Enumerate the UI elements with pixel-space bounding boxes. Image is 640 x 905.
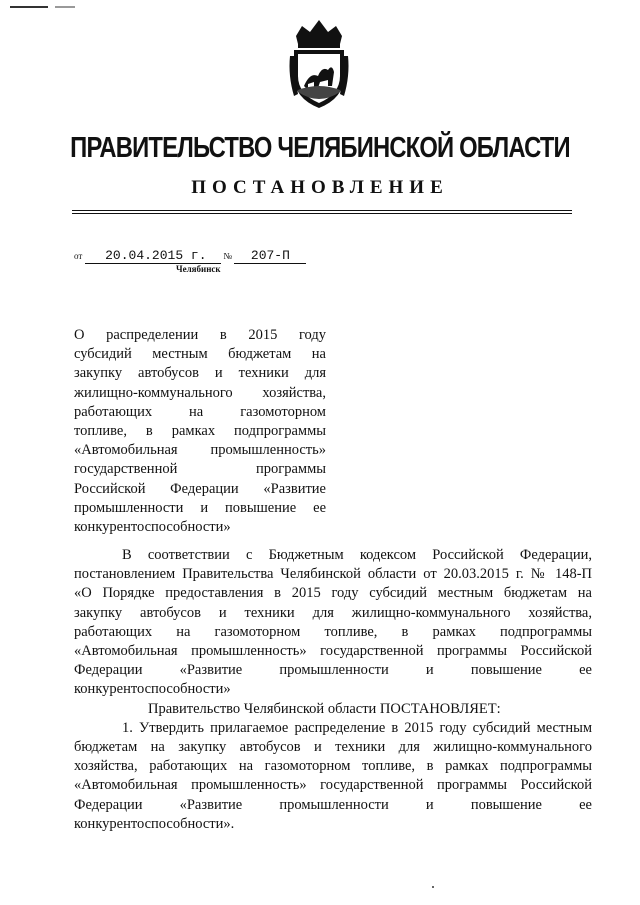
body-line: конкурентоспособности». [74, 815, 235, 832]
subject-line: Российской Федерации «Развитие [74, 480, 326, 497]
subject-line: промышленности и повышение ее [74, 499, 326, 516]
government-title: ПРАВИТЕЛЬСТВО ЧЕЛЯБИНСКОЙ ОБЛАСТИ [70, 132, 570, 164]
document-body [74, 546, 592, 834]
body-line: бюджетам на закупку автобусов и техники для жилищно-коммунального [74, 739, 592, 756]
body-line: 1. Утвердить прилагаемое распределение в 2015 году субсидий местным [122, 719, 592, 736]
body-line: Федерации «Развитие промышленности и повышение ее [74, 796, 592, 813]
document-dateline [74, 248, 306, 264]
resolution-line: Правительство Челябинской области ПОСТАНОВЛЯЕТ: [148, 700, 501, 717]
document-date: 20.04.2015 г. [85, 248, 221, 264]
subject-line: «Автомобильная промышленность» [74, 442, 326, 459]
subject-line: топливе, в рамках подпрограммы [74, 423, 326, 440]
scan-mark [10, 6, 48, 8]
header-rule [72, 213, 572, 214]
number-sign-label: № [223, 251, 232, 261]
scan-mark [55, 6, 75, 8]
document-type: ПОСТАНОВЛЕНИЕ [191, 177, 449, 198]
subject-line: работающих на газомоторном [74, 403, 326, 420]
body-line: закупку автобусов и техники для жилищно-коммунального хозяйства, [74, 604, 592, 621]
document-number: 207-П [234, 248, 306, 264]
date-prefix-label: от [74, 251, 83, 261]
document-subject [74, 326, 326, 537]
body-line: «Автомобильная промышленность» государственной программы Российской [74, 643, 592, 660]
body-line: Федерации «Развитие промышленности и повышение ее [74, 662, 592, 679]
body-line: «Автомобильная промышленность» государственной программы Российской [74, 777, 592, 794]
subject-line: конкурентоспособности» [74, 519, 231, 536]
coat-of-arms-emblem [288, 16, 350, 112]
header-rule [72, 210, 572, 211]
body-line: «О Порядке предоставления в 2015 году субсидий местным бюджетам на [74, 585, 592, 602]
body-line: работающих на газомоторном топливе, в рамках подпрограммы [74, 623, 592, 640]
body-line: конкурентоспособности» [74, 681, 231, 698]
body-line: хозяйства, работающих на газомоторном топливе, в рамках подпрограммы [74, 758, 592, 775]
subject-line: государственной программы [74, 461, 326, 478]
subject-line: О распределении в 2015 году [74, 327, 326, 343]
body-line: постановлением Правительства Челябинской области от 20.03.2015 г. № 148-П [74, 566, 592, 583]
subject-line: субсидий местным бюджетам на [74, 346, 326, 363]
body-line: В соответствии с Бюджетным кодексом Российской Федерации, [122, 547, 592, 563]
subject-line: закупку автобусов и техники для [74, 365, 326, 382]
city-label: Челябинск [176, 264, 221, 274]
scan-speck [432, 886, 434, 888]
subject-line: жилищно-коммунального хозяйства, [74, 384, 326, 401]
